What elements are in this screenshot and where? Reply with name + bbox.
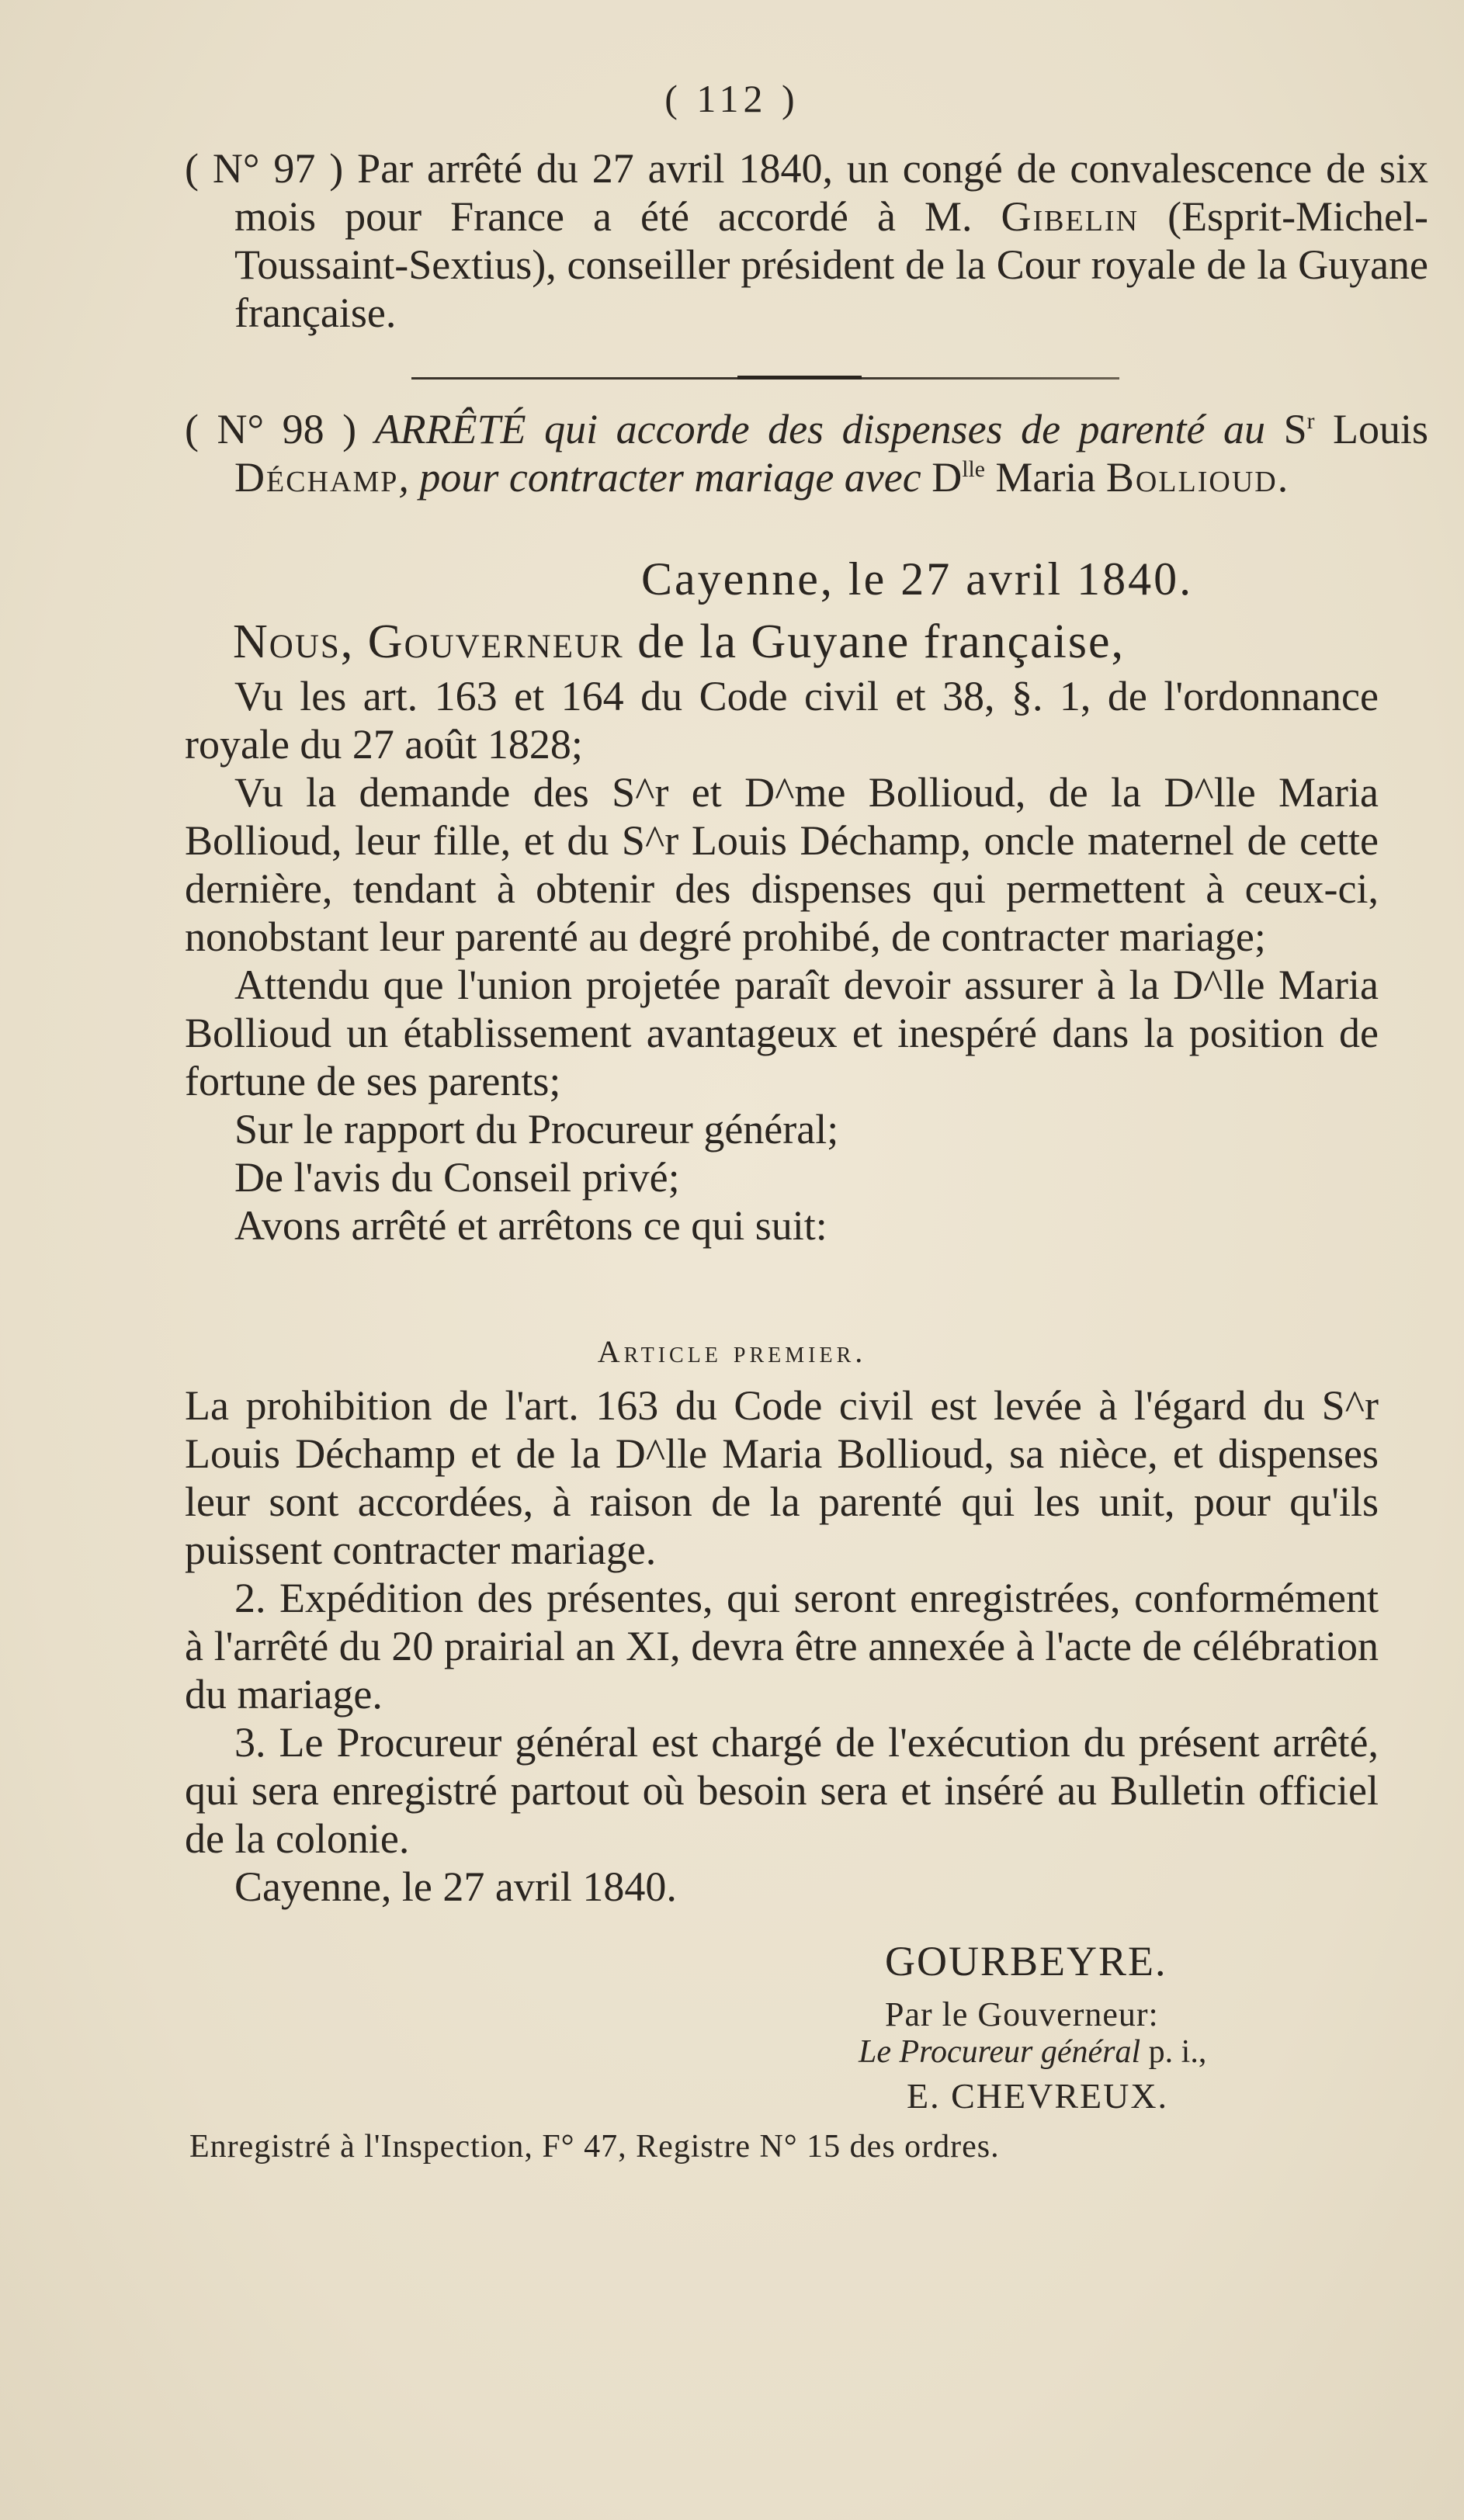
registration-note: Enregistré à l'Inspection, F° 47, Registre N° 15 des ordres. <box>189 2129 1000 2165</box>
entry-98-heading <box>185 405 1428 501</box>
entry-98-dlle: D <box>931 454 963 501</box>
place-date: Cayenne, le 27 avril 1840. <box>641 553 1194 605</box>
governor-signature: GOURBEYRE. <box>885 1938 1167 1984</box>
countersignature: E. CHEVREUX. <box>907 2076 1169 2116</box>
closing-date: Cayenne, le 27 avril 1840. <box>234 1863 677 1910</box>
entry-97 <box>185 144 1428 337</box>
article-3: 3. Le Procureur général est chargé de l'exécution du présent arrêté, qui sera enregistré partout où besoin sera et inséré au Bulletin officiel de la colonie. <box>185 1719 1379 1862</box>
considerant-1: Vu les art. 163 et 164 du Code civil et 38, §. 1, de l'ordonnance royale du 27 août 1828; <box>185 673 1379 768</box>
section-divider <box>411 377 1119 380</box>
considerant-5: De l'avis du Conseil privé; <box>234 1154 680 1201</box>
entry-98-maria: Maria <box>995 454 1096 501</box>
nous-line <box>233 615 1125 670</box>
page-number: ( 112 ) <box>664 77 800 120</box>
considerant-4: Sur le rapport du Procureur général; <box>234 1106 839 1153</box>
signature-by: Par le Gouverneur: <box>885 1995 1159 2033</box>
article-2: 2. Expédition des présentes, qui seront enregistrées, conformément à l'arrêté du 20 prairial an XI, devra être annexée à l'acte de célébration du mariage. <box>185 1575 1379 1718</box>
signature-role-suffix: p. i., <box>1148 2034 1207 2070</box>
entry-97-text-a: Par arrêté du 27 avril 1840, un congé de convalescence de six mois pour France a été accordé à M. <box>234 145 1429 240</box>
considerants-block <box>185 672 1379 1250</box>
entry-98-dechamp: Déchamp <box>234 454 399 501</box>
article-1: La prohibition de l'art. 163 du Code civil est levée à l'égard du S^r Louis Déchamp et de la D^lle Maria Bollioud, sa nièce, et dispenses leur sont accordées, à raison de la parenté qui les unit, pour qu'ils puissent contracter mariage. <box>185 1382 1379 1573</box>
entry-98-sr: S <box>1283 406 1307 452</box>
entry-98-title-b: , pour contracter mariage avec <box>398 454 921 501</box>
entry-98-dlle-sup: lle <box>962 457 985 482</box>
gouverneur-word: Gouverneur <box>367 615 624 668</box>
nous-rest: de la Guyane française, <box>637 615 1126 668</box>
nous-word: Nous, <box>233 615 355 668</box>
entry-98-bollioud: Bollioud. <box>1105 454 1290 501</box>
entry-97-text-b: (Esprit-Michel-Toussaint-Sextius), conseiller président de la Cour royale de la Guyane française. <box>234 193 1428 336</box>
articles-block <box>185 1381 1379 1911</box>
entry-97-number: ( N° 97 ) <box>185 145 344 192</box>
considerant-3: Attendu que l'union projetée paraît devoir assurer à la D^lle Maria Bollioud un établissement avantageux et inespéré dans la position de fortune de ses parents; <box>185 962 1379 1104</box>
entry-97-name: Gibelin <box>1001 193 1140 240</box>
article-title: Article premier. <box>597 1334 867 1369</box>
entry-98-louis: Louis <box>1333 406 1429 452</box>
considerant-6: Avons arrêté et arrêtons ce qui suit: <box>234 1202 827 1249</box>
entry-98-number: ( N° 98 ) <box>185 406 357 452</box>
signature-role <box>859 2033 1206 2071</box>
signature-role-title: Le Procureur général <box>859 2034 1141 2070</box>
entry-98-sr-sup: r <box>1306 409 1315 434</box>
entry-98-title-a: ARRÊTÉ qui accorde des dispenses de parenté au <box>374 406 1266 452</box>
considerant-2: Vu la demande des S^r et D^me Bollioud, de la D^lle Maria Bollioud, leur fille, et du S^r Louis Déchamp, oncle maternel de cette dernière, tendant à obtenir des dispenses qui permettent à ceux-ci, nonobstant leur parenté au degré prohibé, de contracter mariage; <box>185 769 1379 960</box>
